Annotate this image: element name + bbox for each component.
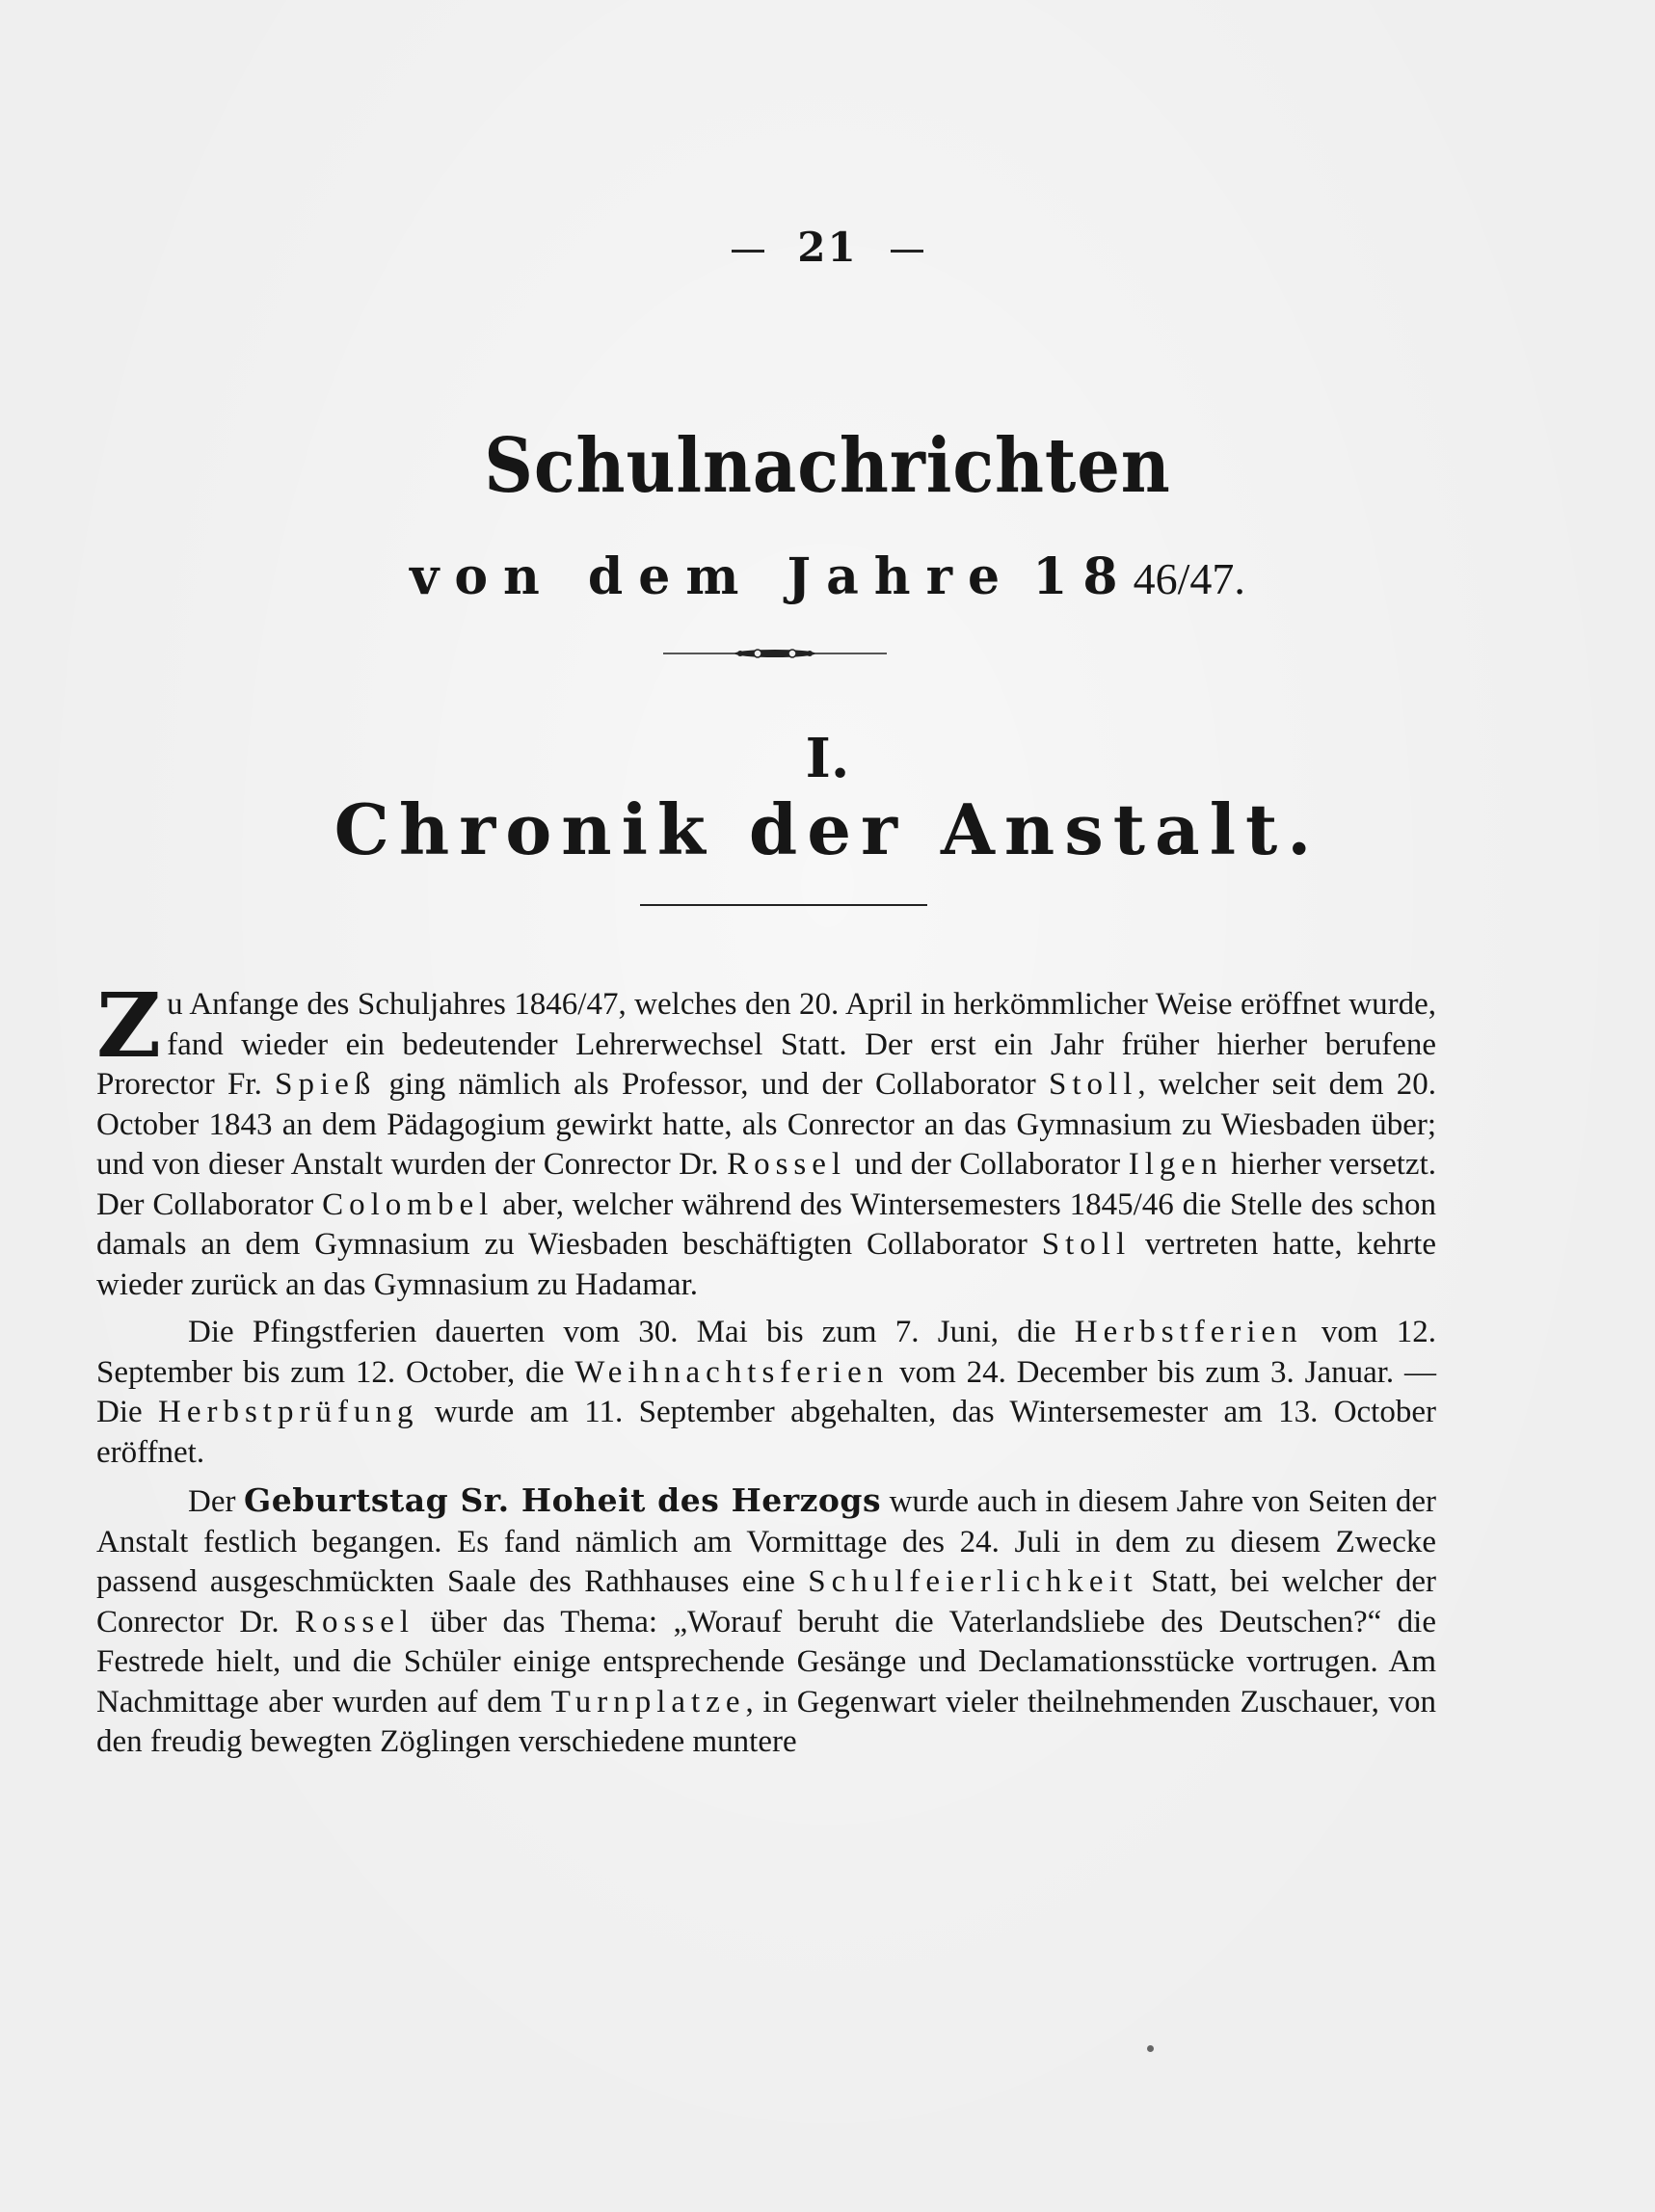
text-run: vom 24. December bis zum 3. Januar. — Die — [96, 1354, 1436, 1429]
section-number: I. — [805, 727, 850, 790]
text-run: vom 12. September bis zum 12. October, die — [96, 1315, 1437, 1390]
emphasized-term: Weihnachtsferien — [574, 1354, 890, 1390]
person-name: Colombel — [322, 1186, 494, 1222]
text-run: wurde auch in diesem Jahre von Seiten der Anstalt festlich begangen. Es fand nämlich am Vormittage des 24. Juli in dem zu diesem Zwecke passend ausgeschmückten Saale des Rathhauses eine — [96, 1484, 1436, 1599]
text-run: wurde am 11. September abgehalten, das Wintersemester am 13. October eröffnet. — [96, 1395, 1436, 1470]
paragraph-1 — [96, 973, 1437, 1305]
left-dash — [732, 250, 764, 253]
subtitle-fraction: 46/47. — [1133, 554, 1245, 603]
text-run: und der Collaborator — [846, 1147, 1129, 1182]
person-name: Rossel — [727, 1147, 847, 1182]
paragraph-2 — [96, 1313, 1436, 1473]
emphasized-term: Schulfeierlichkeit — [808, 1564, 1138, 1599]
body-text — [96, 973, 1437, 1771]
person-name: Stoll — [1049, 1067, 1138, 1102]
paragraph-3 — [96, 1480, 1436, 1763]
section-rule — [640, 904, 927, 906]
text-run: , in Gegenwart vieler theilnehmenden Zuschauer, von den freudig bewegten Zöglingen verschiedene muntere — [96, 1684, 1437, 1759]
ornament-divider — [663, 644, 887, 663]
section-title: Chronik der Anstalt. — [334, 788, 1321, 870]
emphasized-term: Herbstprüfung — [158, 1395, 419, 1429]
emphasized-term: Turnplatze — [550, 1684, 746, 1719]
text-run: Die Pfingstferien dauerten vom 30. Mai bis zum 7. Juni, die — [188, 1315, 1075, 1349]
text-run: über das Thema: „Worauf beruht die Vaterlandsliebe des Deutschen?“ die Festrede hielt, und die Schüler einige entsprechende Gesänge und Declamationsstücke vortrugen. Am Nachmittage aber wurden auf dem — [96, 1604, 1436, 1719]
person-name: Spieß — [275, 1067, 377, 1102]
bold-phrase: Geburtstag Sr. Hoheit des Herzogs — [244, 1481, 882, 1519]
person-name: Rossel — [295, 1604, 415, 1639]
person-name: Ilgen — [1128, 1147, 1223, 1182]
text-run: ging nämlich als Professor, und der Collaborator — [376, 1067, 1050, 1102]
page-title: Schulnachrichten — [484, 422, 1171, 510]
page-number-line — [0, 224, 1655, 271]
ink-speck — [1147, 2045, 1154, 2052]
right-dash — [891, 250, 923, 253]
page-number: 21 — [797, 224, 858, 271]
emphasized-term: Herbstferien — [1074, 1315, 1303, 1349]
subtitle-year: 18 — [1032, 547, 1134, 606]
text-run: Der — [188, 1484, 245, 1519]
drop-cap: Z — [96, 973, 162, 1078]
person-name: Stoll — [1041, 1227, 1132, 1262]
subtitle-words: von dem Jahre — [410, 547, 1016, 606]
text-run: u Anfange des Schuljahres 1846/47, welches den 20. April in herkömmlicher Weise eröffnet wurde, fand wieder ein bedeutender Lehrerwechsel Statt. Der erst ein Jahr früher hierher berufene Prorector Fr. — [96, 987, 1436, 1102]
text-run: vertreten hatte, kehrte wieder zurück an das Gymnasium zu Hadamar. — [96, 1227, 1436, 1302]
text-run: Statt, bei welcher der Conrector Dr. — [96, 1564, 1436, 1639]
text-run: hierher versetzt. Der Collaborator — [96, 1147, 1436, 1222]
text-run: aber, welcher während des Wintersemesters 1845/46 die Stelle des schon damals an dem Gymnasium zu Wiesbaden beschäftigten Collaborator — [96, 1186, 1436, 1262]
page-subtitle — [0, 547, 1655, 606]
text-run: , welcher seit dem 20. October 1843 an dem Pädagogium gewirkt hatte, als Conrector an das Gymnasium zu Wiesbaden über; und von dieser Anstalt wurden der Conrector Dr. — [96, 1067, 1437, 1182]
